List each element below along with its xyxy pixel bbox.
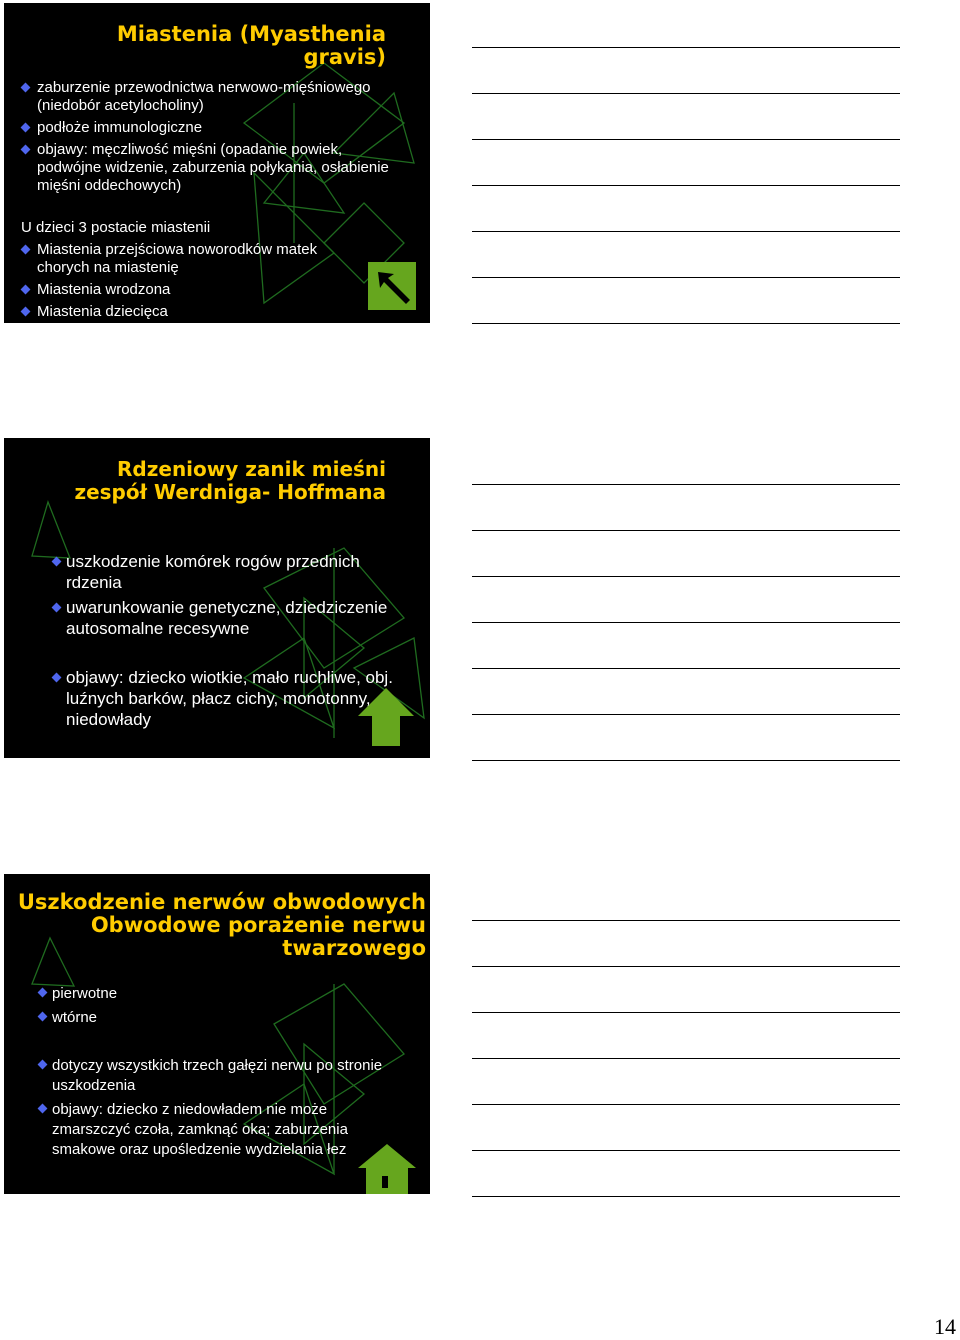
- bullet-diamond-icon: [21, 145, 31, 155]
- list-item: wtórne: [38, 1008, 398, 1028]
- bullet-list: [52, 551, 412, 643]
- list-item: uwarunkowanie genetyczne, dziedziczenie autosomalne recesywne: [52, 597, 412, 639]
- note-lines: [472, 875, 900, 1197]
- list-item: objawy: dziecko wiotkie, mało ruchliwe, obj. luźnych barków, płacz cichy, monotonny, niedowłady: [52, 667, 412, 730]
- bullet-diamond-icon: [21, 123, 31, 133]
- list-item: uszkodzenie komórek rogów przednich rdzenia: [52, 551, 412, 593]
- bullet-diamond-icon: [52, 673, 62, 683]
- bullet-list: [21, 241, 371, 323]
- page-number: 14: [934, 1314, 956, 1339]
- bullet-diamond-icon: [21, 285, 31, 295]
- slide-title: Uszkodzenie nerwów obwodowych Obwodowe porażenie nerwu twarzowego: [17, 890, 426, 960]
- bullet-diamond-icon: [52, 557, 62, 567]
- bullet-diamond-icon: [38, 1104, 48, 1114]
- subheading: U dzieci 3 postacie miastenii: [21, 219, 211, 236]
- slide-title: Miastenia (Myasthenia gravis): [116, 22, 386, 69]
- bullet-diamond-icon: [21, 245, 31, 255]
- bullet-diamond-icon: [21, 307, 31, 317]
- bullet-list: [38, 984, 398, 1032]
- bullet-list: [21, 79, 401, 199]
- bullet-diamond-icon: [52, 603, 62, 613]
- note-lines: [472, 2, 900, 324]
- slide-miastenia: [4, 3, 430, 323]
- slide-title: Rdzeniowy zanik mieśni zespół Werdniga- Hoffmana: [74, 457, 386, 504]
- list-item: Miastenia przejściowa noworodków matek chorych na miastenię: [21, 241, 371, 277]
- bullet-diamond-icon: [38, 1060, 48, 1070]
- list-item: pierwotne: [38, 984, 398, 1004]
- list-item: dotyczy wszystkich trzech gałęzi nerwu po stronie uszkodzenia: [38, 1056, 398, 1096]
- bullet-list: [38, 1056, 398, 1164]
- bullet-diamond-icon: [21, 83, 31, 93]
- list-item: podłoże immunologiczne: [21, 119, 401, 137]
- list-item: objawy: dziecko z niedowładem nie może zmarszczyć czoła, zamknąć oka; zaburzenia smakowe oraz upośledzenie wydzielania łez: [38, 1100, 398, 1160]
- slide-rdzeniowy-zanik: [4, 438, 430, 758]
- list-item: objawy: męczliwość mięśni (opadanie powiek, podwójne widzenie, zaburzenia połykania, osłabienie mięśni oddechowych): [21, 141, 401, 195]
- list-item: zaburzenie przewodnictwa nerwowo-mięśniowego (niedobór acetylocholiny): [21, 79, 401, 115]
- bullet-diamond-icon: [38, 988, 48, 998]
- arrow-up-left-icon[interactable]: [368, 262, 416, 310]
- note-lines: [472, 439, 900, 761]
- bullet-diamond-icon: [38, 1012, 48, 1022]
- arrow-up-icon[interactable]: [356, 686, 416, 748]
- list-item: Miastenia wrodzona: [21, 281, 371, 299]
- list-item: Miastenia dziecięca: [21, 303, 371, 321]
- slide-nerwy-obwodowe: [4, 874, 430, 1194]
- home-icon[interactable]: [356, 1142, 418, 1194]
